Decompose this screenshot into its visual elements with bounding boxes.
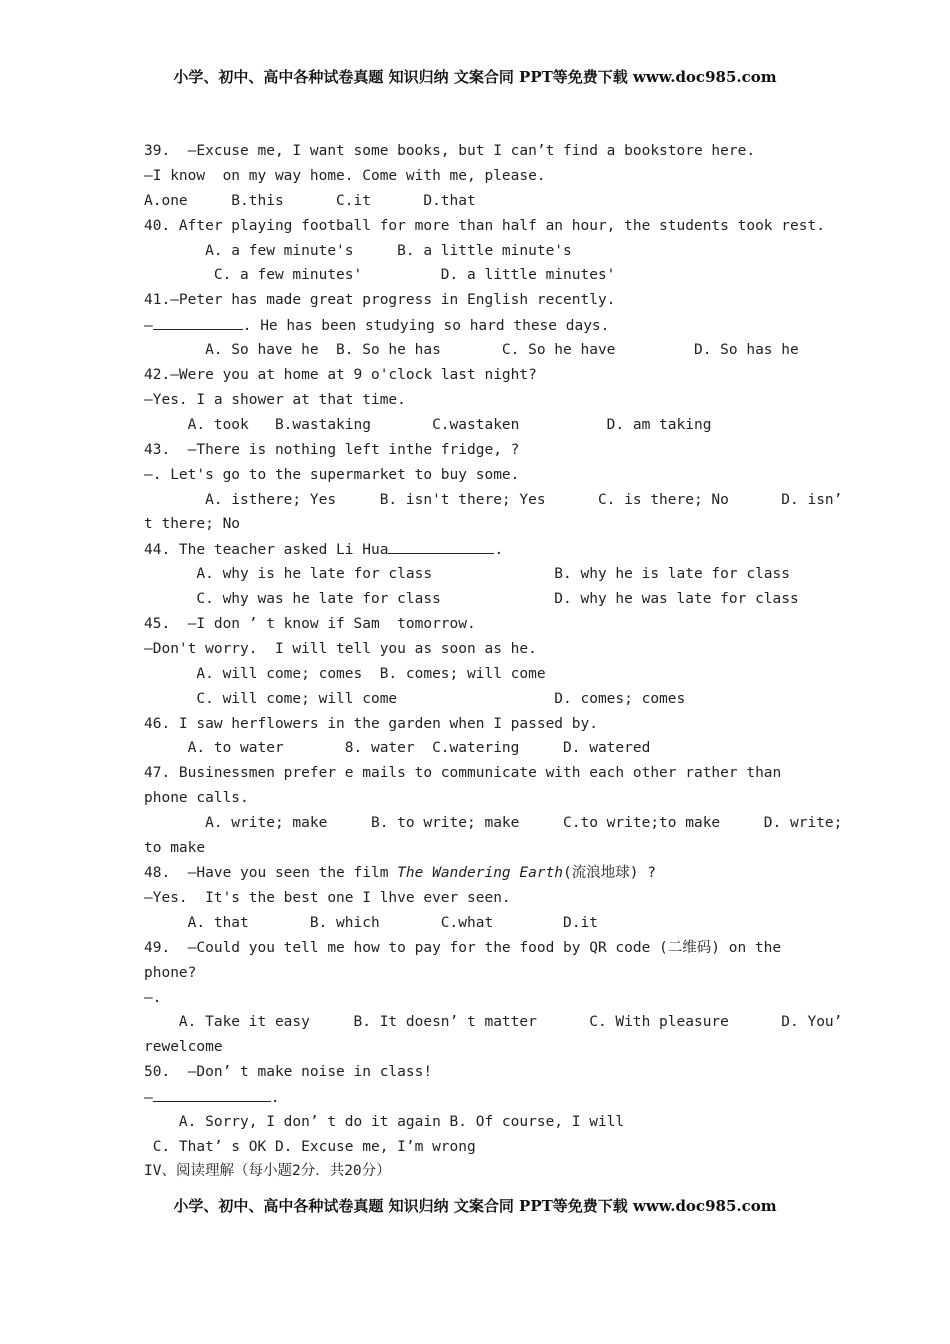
q44-stem-text: 44. The teacher asked Li Hua bbox=[144, 542, 389, 558]
q39-options: A.one B.this C.it D.that bbox=[144, 193, 476, 209]
q43-options: A. isthere; Yes B. isn't there; Yes C. is there; No D. isn’ bbox=[144, 492, 843, 508]
q48-reply: —Yes. It's the best one I lhve ever seen. bbox=[144, 890, 511, 906]
page-footer: 小学、初中、高中各种试卷真题 知识归纳 文案合同 PPT等免费下载 www.doc985.com bbox=[173, 1197, 777, 1215]
q44-options-ab: A. why is he late for class B. why he is late for class bbox=[144, 566, 791, 582]
q44-options-cd: C. why was he late for class D. why he was late for class bbox=[144, 591, 799, 607]
q41-options: A. So have he B. So he has C. So he have D. So has he bbox=[144, 342, 799, 358]
q49-reply: —. bbox=[144, 990, 162, 1006]
q50-stem: 50. —Don’ t make noise in class! bbox=[144, 1064, 433, 1080]
q41-answer-blank bbox=[153, 315, 243, 330]
section-heading-reading: IV、阅读理解（每小题2分．共20分） bbox=[144, 1163, 391, 1179]
q47-stem: 47. Businessmen prefer e mails to communicate with each other rather than bbox=[144, 765, 782, 781]
q41-reply-text: . He has been studying so hard these days. bbox=[242, 318, 610, 334]
q48-stem bbox=[144, 863, 656, 883]
q41-dash: — bbox=[144, 318, 153, 334]
q45-stem: 45. —I don ’ t know if Sam tomorrow. bbox=[144, 616, 476, 632]
q41-reply bbox=[144, 315, 609, 336]
q50-dash: — bbox=[144, 1090, 153, 1106]
q49-stem: 49. —Could you tell me how to pay for the food by QR code (二维码) on the bbox=[144, 940, 782, 956]
q48-stem-end: (流浪地球) ? bbox=[563, 865, 656, 881]
q47-options-wrap: to make bbox=[144, 840, 206, 856]
q48-film-title: The Wandering Earth bbox=[397, 865, 564, 881]
q46-options: A. to water 8. water C.watering D. watered bbox=[144, 740, 651, 756]
q44-stem-end: . bbox=[494, 542, 504, 558]
q42-stem: 42.—Were you at home at 9 o'clock last night? bbox=[144, 367, 537, 383]
q49-options-wrap: rewelcome bbox=[144, 1039, 223, 1055]
q49-stem-wrap: phone? bbox=[144, 965, 197, 981]
q41-stem: 41.—Peter has made great progress in English recently. bbox=[144, 292, 616, 308]
q46-stem: 46. I saw herflowers in the garden when I passed by. bbox=[144, 716, 598, 732]
q40-options-cd: C. a few minutes' D. a little minutes' bbox=[144, 267, 616, 283]
q44-answer-blank bbox=[388, 539, 494, 554]
q50-options-ab: A. Sorry, I don’ t do it again B. Of course, I will bbox=[144, 1114, 625, 1130]
q39-stem: 39. —Excuse me, I want some books, but I can’t find a bookstore here. bbox=[144, 143, 756, 159]
q50-options-cd: C. That’ s OK D. Excuse me, I’m wrong bbox=[144, 1139, 476, 1155]
q50-reply bbox=[144, 1087, 279, 1108]
q47-options: A. write; make B. to write; make C.to write;to make D. write; bbox=[144, 815, 843, 831]
q45-reply: —Don't worry. I will tell you as soon as he. bbox=[144, 641, 537, 657]
q39-reply: —I know on my way home. Come with me, please. bbox=[144, 168, 546, 184]
q45-options-ab: A. will come; comes B. comes; will come bbox=[144, 666, 546, 682]
q48-options: A. that B. which C.what D.it bbox=[144, 915, 598, 931]
q42-reply: —Yes. I a shower at that time. bbox=[144, 392, 406, 408]
q49-options: A. Take it easy B. It doesn’ t matter C. With pleasure D. You’ bbox=[144, 1014, 843, 1030]
q44-stem bbox=[144, 539, 503, 560]
q43-reply: —. Let's go to the supermarket to buy some. bbox=[144, 467, 520, 483]
q40-stem: 40. After playing football for more than half an hour, the students took rest. bbox=[144, 218, 825, 234]
q40-options-ab: A. a few minute's B. a little minute's bbox=[144, 243, 572, 259]
page-header: 小学、初中、高中各种试卷真题 知识归纳 文案合同 PPT等免费下载 www.doc985.com bbox=[173, 68, 777, 86]
q50-answer-blank bbox=[153, 1087, 271, 1102]
q42-options: A. took B.wastaking C.wastaken D. am taking bbox=[144, 417, 712, 433]
q45-options-cd: C. will come; will come D. comes; comes bbox=[144, 691, 686, 707]
q43-options-wrap: t there; No bbox=[144, 516, 241, 532]
q47-stem-wrap: phone calls. bbox=[144, 790, 249, 806]
q50-reply-end: . bbox=[270, 1090, 280, 1106]
q43-stem: 43. —There is nothing left inthe fridge, ? bbox=[144, 442, 520, 458]
q48-stem-text: 48. —Have you seen the film bbox=[144, 865, 398, 881]
